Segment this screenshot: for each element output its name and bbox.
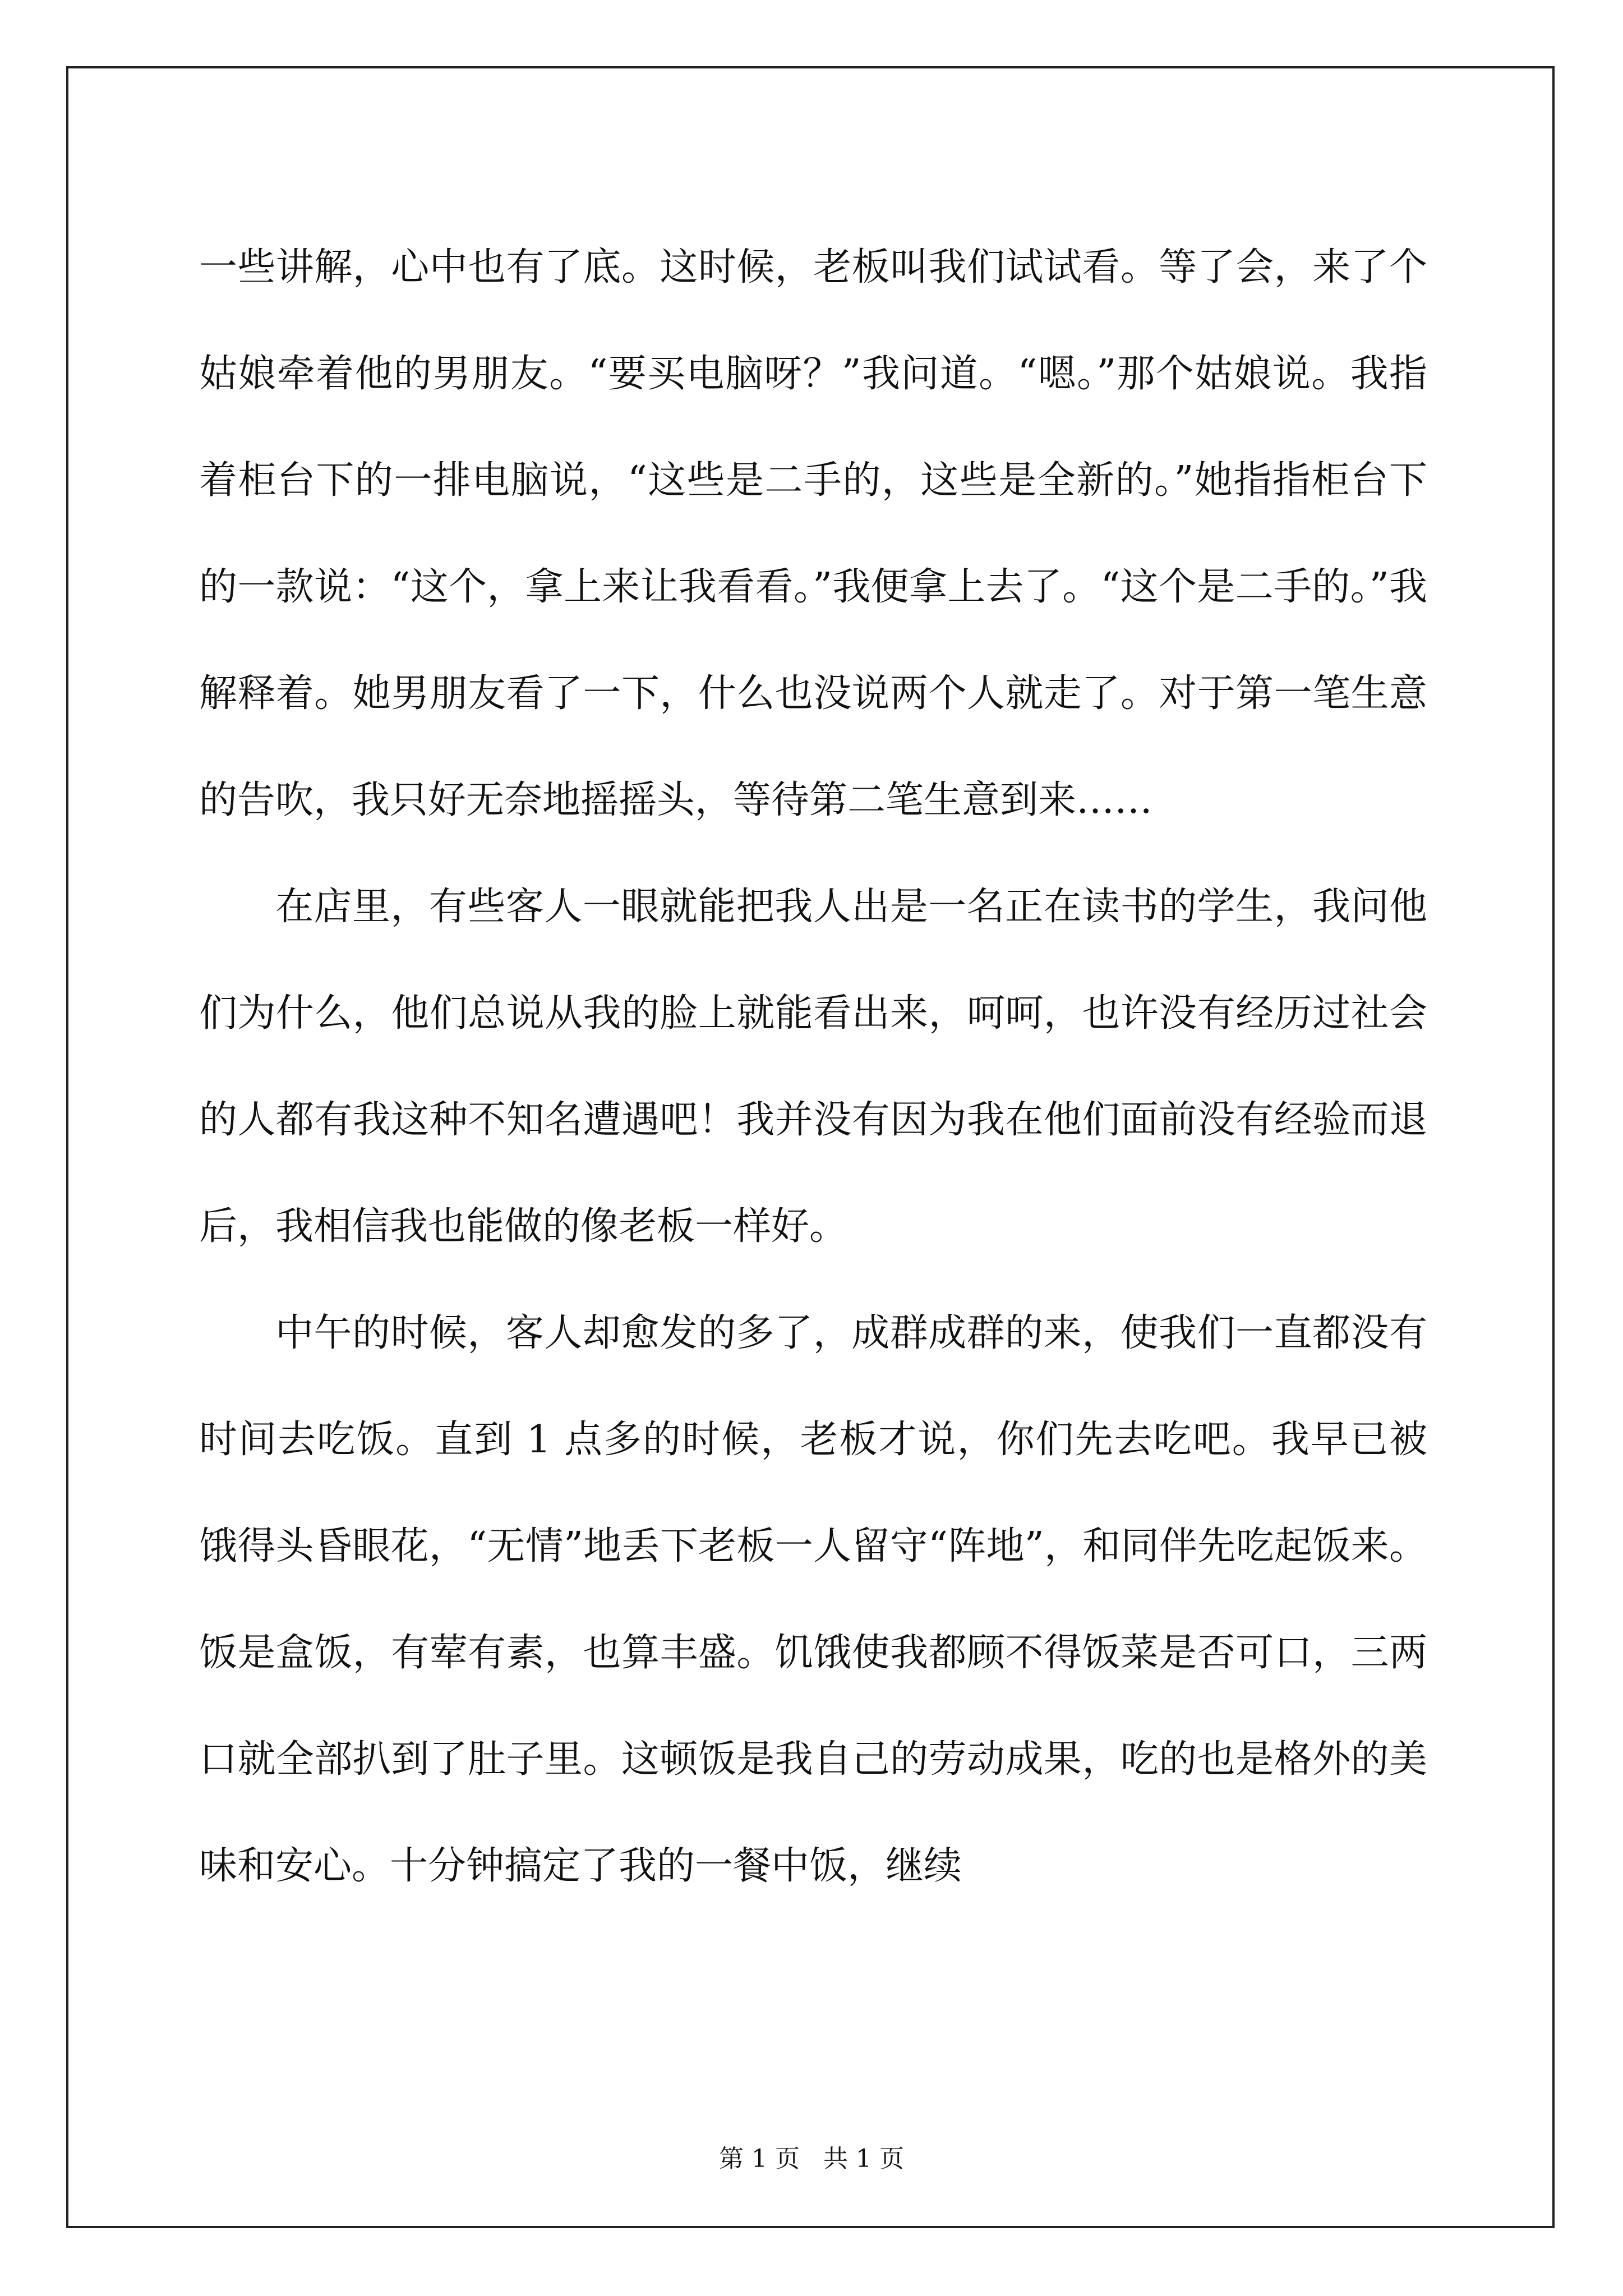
paragraph-1: 一些讲解，心中也有了底。这时候，老板叫我们试试看。等了会，来了个姑娘牵着他的男朋友。“要买电脑呀？”我问道。“嗯。”那个姑娘说。我指着柜台下的一排电脑说，“这些是二手的，这些是全新的。”她指指柜台下的一款说：“这个，拿上来让我看看。”我便拿上去了。“这个是二手的。”我解释着。她男朋友看了一下，什么也没说两个人就走了。对于第一笔生意的告吹，我只好无奈地摇摇头，等待第二笔生意到来…… [199,245,1427,822]
page-total: 共 1 页 [823,2145,904,2173]
paragraph-2: 在店里，有些客人一眼就能把我人出是一名正在读书的学生，我问他们为什么，他们总说从我的脸上就能看出来，呵呵，也许没有经历过社会的人都有我这种不知名遭遇吧！我并没有因为我在他们面前没有经验而退后，我相信我也能做的像老板一样好。 [199,885,1427,1249]
footer-gap [800,2145,823,2173]
page-number: 第 1 页 [719,2145,800,2173]
document-body [199,214,1427,1920]
page-footer [0,2138,1623,2174]
paragraph-3: 中午的时候，客人却愈发的多了，成群成群的来，使我们一直都没有时间去吃饭。直到 1 点多的时候，老板才说，你们先去吃吧。我早已被饿得头昏眼花，“无情”地丢下老板一人留守“阵地”，和同伴先吃起饭来。饭是盒饭，有荤有素，也算丰盛。饥饿使我都顾不得饭菜是否可口，三两口就全部扒到了肚子里。这顿饭是我自己的劳动成果，吃的也是格外的美味和安心。十分钟搞定了我的一餐中饭，继续 [199,1311,1427,1888]
